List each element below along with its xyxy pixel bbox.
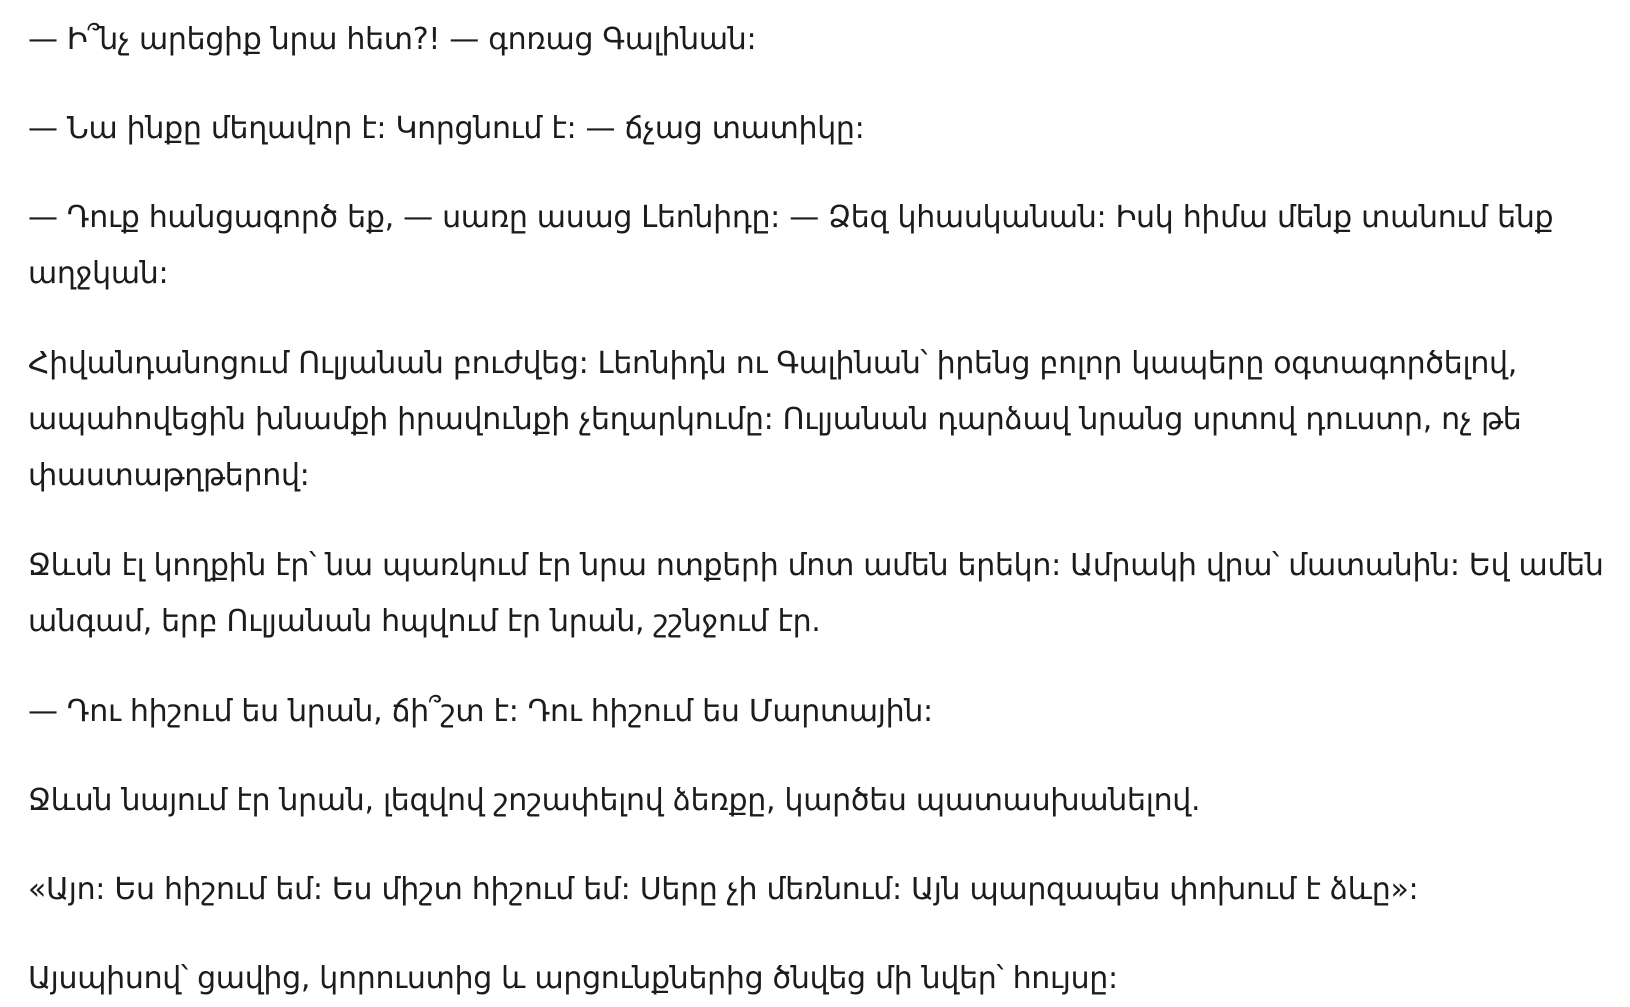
text-line: — Ի՞նչ արեցիք նրա հետ?! — գոռաց Գալինան: [28, 22, 757, 57]
paragraph-8 [28, 862, 1418, 918]
text-line: «Այո: Ես հիշում եմ: Ես միշտ հիշում եմ: Սերը չի մեռնում: Այն պարզապես փոխում է ձևը»: [28, 872, 1419, 907]
paragraph-7 [28, 773, 1200, 829]
paragraph-5 [28, 538, 1604, 650]
text-line: — Դու հիշում ես նրան, ճի՞շտ է: Դու հիշում ես Մարտային: [28, 694, 933, 729]
text-line: աղջկան: [28, 256, 169, 291]
paragraph-4 [28, 336, 1522, 504]
paragraph-1 [28, 12, 756, 68]
text-line: Հիվանդանոցում Ուլյանան բուժվեց: Լեոնիդն ու Գալինան՝ իրենց բոլոր կապերը օգտագործելով, [28, 346, 1517, 381]
text-line: Ջևսն նայում էր նրան, լեզվով շոշափելով ձեռքը, կարծես պատասխանելով. [28, 783, 1201, 818]
text-line: ապահովեցին խնամքի իրավունքի չեղարկումը: Ուլյանան դարձավ նրանց սրտով դուստր, ոչ թե [28, 402, 1522, 437]
text-line: — Դուք հանցագործ եք, — սառը ասաց Լեոնիդը: — Ձեզ կհասկանան: Իսկ հիմա մենք տանում ենք [28, 200, 1554, 235]
paragraph-6 [28, 684, 933, 740]
text-line: — Նա ինքը մեղավոր է: Կորցնում է: — ճչաց տատիկը: [28, 111, 865, 146]
text-line: փաստաթղթերով: [28, 458, 310, 493]
paragraph-9 [28, 951, 1118, 1007]
paragraph-3 [28, 190, 1553, 302]
text-line: Այսպիսով՝ ցավից, կորուստից և արցունքներից ծնվեց մի նվեր՝ հույսը: [28, 961, 1118, 996]
text-line: անգամ, երբ Ուլյանան հպվում էր նրան, շշնջում էր. [28, 604, 821, 639]
text-line: Ջևսն էլ կողքին էր՝ նա պառկում էր նրա ոտքերի մոտ ամեն երեկո: Ամրակի վրա՝ մատանին: Եվ ամեն [28, 548, 1604, 583]
paragraph-2 [28, 101, 864, 157]
